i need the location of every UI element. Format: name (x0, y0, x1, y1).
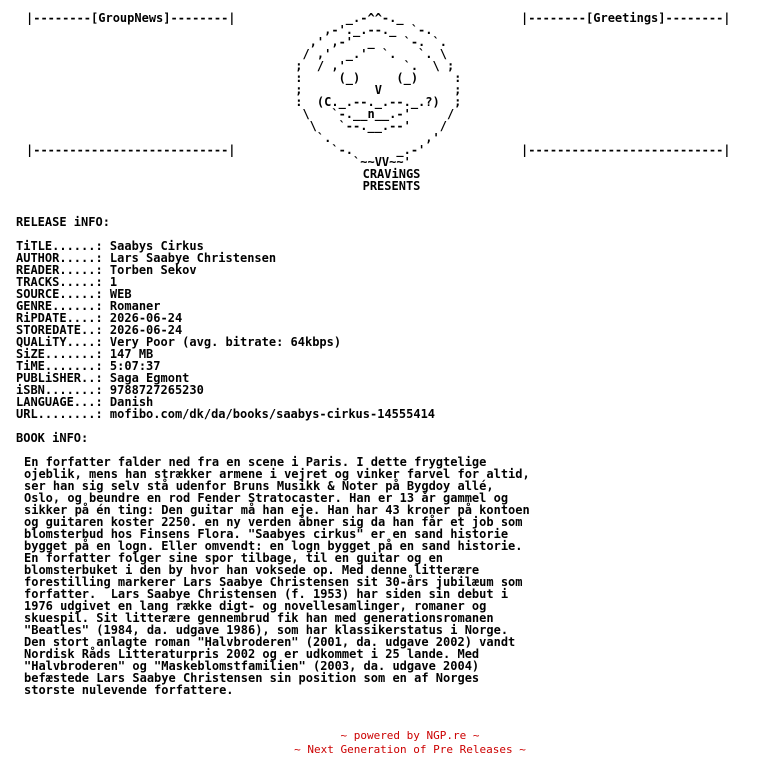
info-label: TiME.......: (16, 359, 110, 373)
release-info-list (16, 240, 435, 420)
info-label: iSBN.......: (16, 383, 110, 397)
info-value: 9788727265230 (109, 383, 204, 397)
release-info-heading: RELEASE iNFO: (16, 215, 110, 229)
info-value: Saga Egmont (109, 371, 190, 385)
info-value: Romaner (109, 299, 161, 313)
info-value: WEB (109, 287, 132, 301)
group-news-divider: |---------------------------| (26, 143, 236, 157)
tagline-footer: ~ Next Generation of Pre Releases ~ (294, 743, 526, 756)
greetings-divider: |---------------------------| (521, 143, 731, 157)
info-value: Danish (109, 395, 154, 409)
info-label: GENRE......: (16, 299, 110, 313)
crew-name: CRAViNGS (362, 167, 421, 181)
book-description: En forfatter falder ned fra en scene i Paris. I dette frygtelige ojeblik, mens han strækker armene i vejret og vinker farvel for altid, ser han sig selv stå udenfor Bruns Musikk & Noter på Bygdoy allé, Oslo, og beundre en rod Fender Stratocaster. Han er 13 år gammel og sikker på én ting: Den guitar må han eje. Han har 43 kroner på kontoen og guitaren koster 2250. en ny verden åbner sig da han får et job som blomsterbud hos Finsens Flora. "Saabyes cirkus" er en sand historie bygget på en logn. Eller omvendt: en logn bygget på en sand historie. En forfatter folger sine spor tilbage, til en guitar og en blomsterbuket i den by hvor han voksede op. Med denne litterære forestilling markerer Lars Saabye Christensen sit 30-års jubilæum som forfatter. Lars Saabye Christensen (f. 1953) har siden sin debut i 1976 udgivet en lang række digt- og novellesamlinger, romaner og skuespil. Sit litterære gennembrud fik han med generationsromanen "Beatles" (1984, da. udgave 1986), som har klassikerstatus i Norge. Den stort anlagte roman "Halvbroderen" (2001, da. udgave 2002) vandt Nordisk Råds Litteraturpris 2002 og er udkommet i 25 lande. Med "Halvbroderen" og "Maskeblomstfamilien" (2003, da. udgave 2004) befæstede Lars Saabye Christensen sin position som en af Norges storste nulevende forfattere. (24, 455, 530, 697)
info-label: URL........: (16, 407, 110, 421)
info-value: Torben Sekov (109, 263, 197, 277)
book-info-heading: BOOK iNFO: (16, 431, 89, 445)
info-value: 2026-06-24 (109, 311, 183, 325)
info-label: PUBLiSHER..: (16, 371, 110, 385)
info-row-url (16, 408, 435, 420)
presents-label: PRESENTS (362, 179, 421, 193)
info-label: AUTHOR.....: (16, 251, 110, 265)
powered-by-footer: ~ powered by NGP.re ~ (340, 729, 480, 742)
info-label: SOURCE.....: (16, 287, 110, 301)
info-label: TiTLE......: (16, 239, 110, 253)
info-label: READER.....: (16, 263, 110, 277)
info-value: 2026-06-24 (109, 323, 183, 337)
info-value: Lars Saabye Christensen (109, 251, 277, 265)
info-value: Very Poor (avg. bitrate: 64kbps) (109, 335, 342, 349)
greetings-header: |--------[Greetings]--------| (521, 11, 731, 25)
group-news-header: |--------[GroupNews]--------| (26, 11, 236, 25)
info-value: 147 MB (109, 347, 154, 361)
info-label: RiPDATE....: (16, 311, 110, 325)
ascii-face-logo: _.-^^-._ ,-'._.--._ `-. ,' ,-' _ `-. `. / ,' _.' `. `. \ ; / ,' `. \ ; : (_) (_) : ; V ; : (C._.--._.--._.?) ; \ `-.__n__.-' / \ `--.__.--' / `. ,' `-. _.-' `~~VV~~' (295, 11, 462, 169)
info-value: 5:07:37 (109, 359, 161, 373)
info-value: 1 (109, 275, 118, 289)
info-label: TRACKS.....: (16, 275, 110, 289)
info-value: Saabys Cirkus (109, 239, 204, 253)
info-label: QUALiTY....: (16, 335, 110, 349)
info-label: LANGUAGE...: (16, 395, 110, 409)
info-value: mofibo.com/dk/da/books/saabys-cirkus-14555414 (109, 407, 436, 421)
info-label: SiZE.......: (16, 347, 110, 361)
info-label: STOREDATE..: (16, 323, 110, 337)
